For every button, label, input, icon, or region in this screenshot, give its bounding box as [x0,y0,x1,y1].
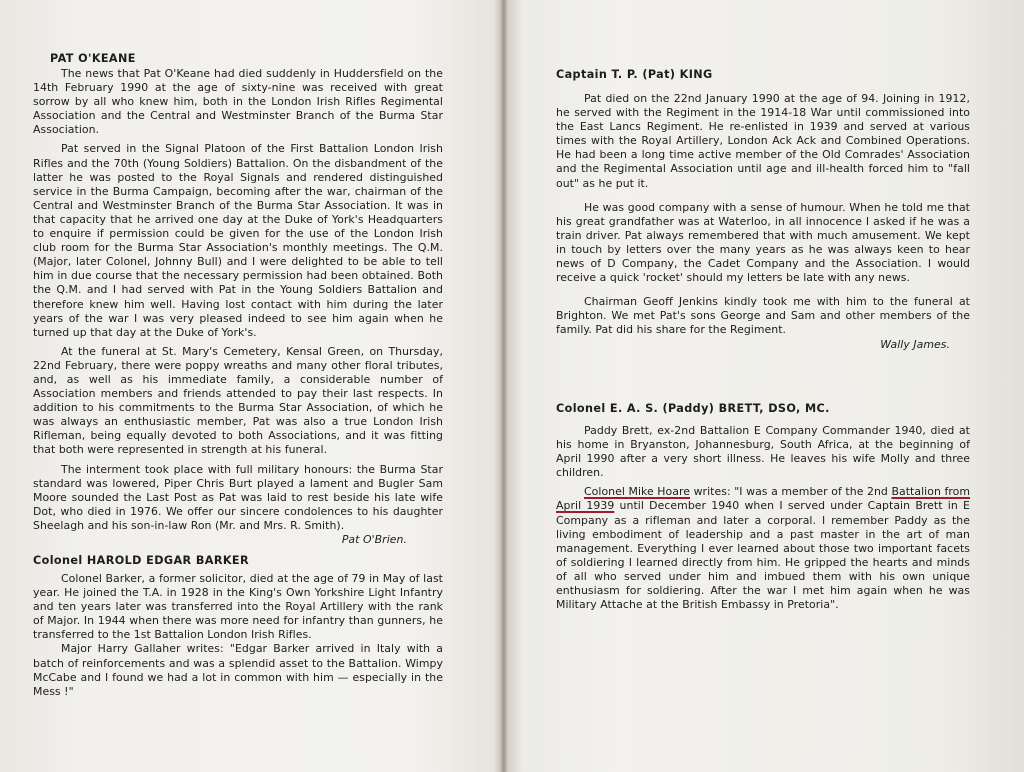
barker-article [33,572,443,699]
king-article [556,92,970,352]
brett-paragraph-2-part-a: writes: "I was a member of the 2nd [690,485,892,499]
okeane-paragraph-2: Pat served in the Signal Platoon of the First Battalion London Irish Rifles and the 70th (Young Soldiers) Battalion. On the disbandment of the latter he was posted to the Royal Signals and rendered distinguished service in the Burma Campaign, becoming after the war, chairman of the Central and Westminster Branch of the Burma Star Association. It was in that capacity that he arrived one day at the Duke of York's Headquarters to enquire if permission could be given for the use of the London Irish club room for the Burma Star Association's monthly meetings. The Q.M. (Major, later Colonel, Johnny Bull) and I were delighted to be able to tell him in due course that the necessary permission had been obtained. Both the Q.M. and I had served with Pat in the Young Soldiers Battalion and therefore knew him well. Having lost contact with him during the later years of the war I was very pleased indeed to see him again when he turned up that day at the Duke of York's. [33,142,443,339]
king-paragraph-1: Pat died on the 22nd January 1990 at the age of 94. Joining in 1912, he served with the Regiment in the 1914-18 War until commissioned into the East Lancs Regiment. He re-enlisted in 1939 and served at various times with the Royal Artillery, London Ack Ack and Combined Operations. He had been a long time active member of the Old Comrades' Association and the Regimental Association until age and ill-health forced him to "fall out" as he put it. [556,92,970,190]
barker-heading-name: HAROLD EDGAR BARKER [86,554,249,567]
okeane-paragraph-4-text: The interment took place with full military honours: the Burma Star standard was lowered, Piper Chris Burt played a lament and Bugler Sam Moore sounded the Last Post as Pat was laid to rest beside his late wife Dot, who died in 1976. We offer our sincere condolences to his daughter Sheelagh and his son-in-law Ron (Mr. and Mrs. R. Smith). [33,462,443,532]
brett-heading-prefix: Colonel E. A. S. (Paddy) [556,402,715,415]
okeane-signature: Pat O'Brien. [341,533,407,546]
barker-heading-prefix: Colonel [33,554,83,567]
okeane-article [33,67,443,547]
okeane-heading: PAT O'KEANE [50,52,136,65]
barker-paragraph-2: Major Harry Gallaher writes: "Edgar Barker arrived in Italy with a batch of reinforcements and was a splendid asset to the Battalion. Wimpy McCabe and I found we had a lot in common with him — especially in the Mess !" [33,642,443,698]
okeane-paragraph-4 [33,462,443,546]
brett-paragraph-2 [556,485,970,612]
okeane-paragraph-1: The news that Pat O'Keane had died suddenly in Huddersfield on the 14th February 1990 at the age of sixty-nine was received with great sorrow by all who knew him, both in the London Irish Rifles Regimental Association and the Central and Westminster Branch of the Burma Star Association. [33,67,443,137]
brett-heading [556,402,830,415]
barker-heading [33,554,249,567]
brett-article [556,424,970,612]
king-signature: Wally James. [880,337,950,351]
king-heading-name: KING [679,68,713,81]
okeane-paragraph-3: At the funeral at St. Mary's Cemetery, Kensal Green, on Thursday, 22nd February, there were poppy wreaths and many other floral tributes, and, as well as his immediate family, a considerable number of Association members and friends attended to pay their last respects. In addition to his commitments to the Burma Star Association, of which he was always an enthusiastic member, Pat was also a true London Irish Rifleman, being equally devoted to both Associations, and it was fitting that both were represented in strength at his funeral. [33,344,443,457]
brett-paragraph-1: Paddy Brett, ex-2nd Battalion E Company Commander 1940, died at his home in Bryanston, Johannesburg, South Africa, at the beginning of April 1990 after a very short illness. He leaves his wife Molly and three children. [556,424,970,480]
king-paragraph-3: Chairman Geoff Jenkins kindly took me with him to the funeral at Brighton. We met Pat's sons George and Sam and other members of the family. Pat did his share for the Regiment. [556,295,970,337]
brett-heading-name: BRETT, DSO, MC. [718,402,830,415]
brett-underlined-date: Battalion from April 1939 [556,485,971,513]
king-heading-prefix: Captain T. P. (Pat) [556,68,676,81]
king-paragraph-2: He was good company with a sense of humour. When he told me that his great grandfather was at Waterloo, in all innocence I asked if he was a train driver. Pat always remembered that with much amusement. We kept in touch by letters over the many years as he was always keen to hear news of D Company, the Cadet Company and the Association. I would receive a quick 'rocket' should my letters be late with any news. [556,200,970,285]
barker-paragraph-1: Colonel Barker, a former solicitor, died at the age of 79 in May of last year. He joined the T.A. in 1928 in the King's Own Yorkshire Light Infantry and ten years later was transferred into the Royal Artillery with the rank of Major. In 1944 when there was more need for infantry than gunners, he transferred to the 1st Battalion London Irish Rifles. [33,572,443,642]
brett-underlined-name: Colonel Mike Hoare [584,485,691,499]
king-heading [556,68,713,81]
left-page [0,0,500,772]
brett-paragraph-2-part-b: until December 1940 when I served under Captain Brett in E Company as a rifleman and later a corporal. I remember Paddy as the living embodiment of leadership and a past master in the art of man management. Everything I ever learned about those two important facets of soldiering I learned directly from him. He gripped the hearts and minds of all who served under him and imbued them with his own unique enthusiasm for soldiering. After the war I met him again when he was Military Attache at the British Embassy in Pretoria". [556,499,970,612]
right-page [505,0,1024,772]
